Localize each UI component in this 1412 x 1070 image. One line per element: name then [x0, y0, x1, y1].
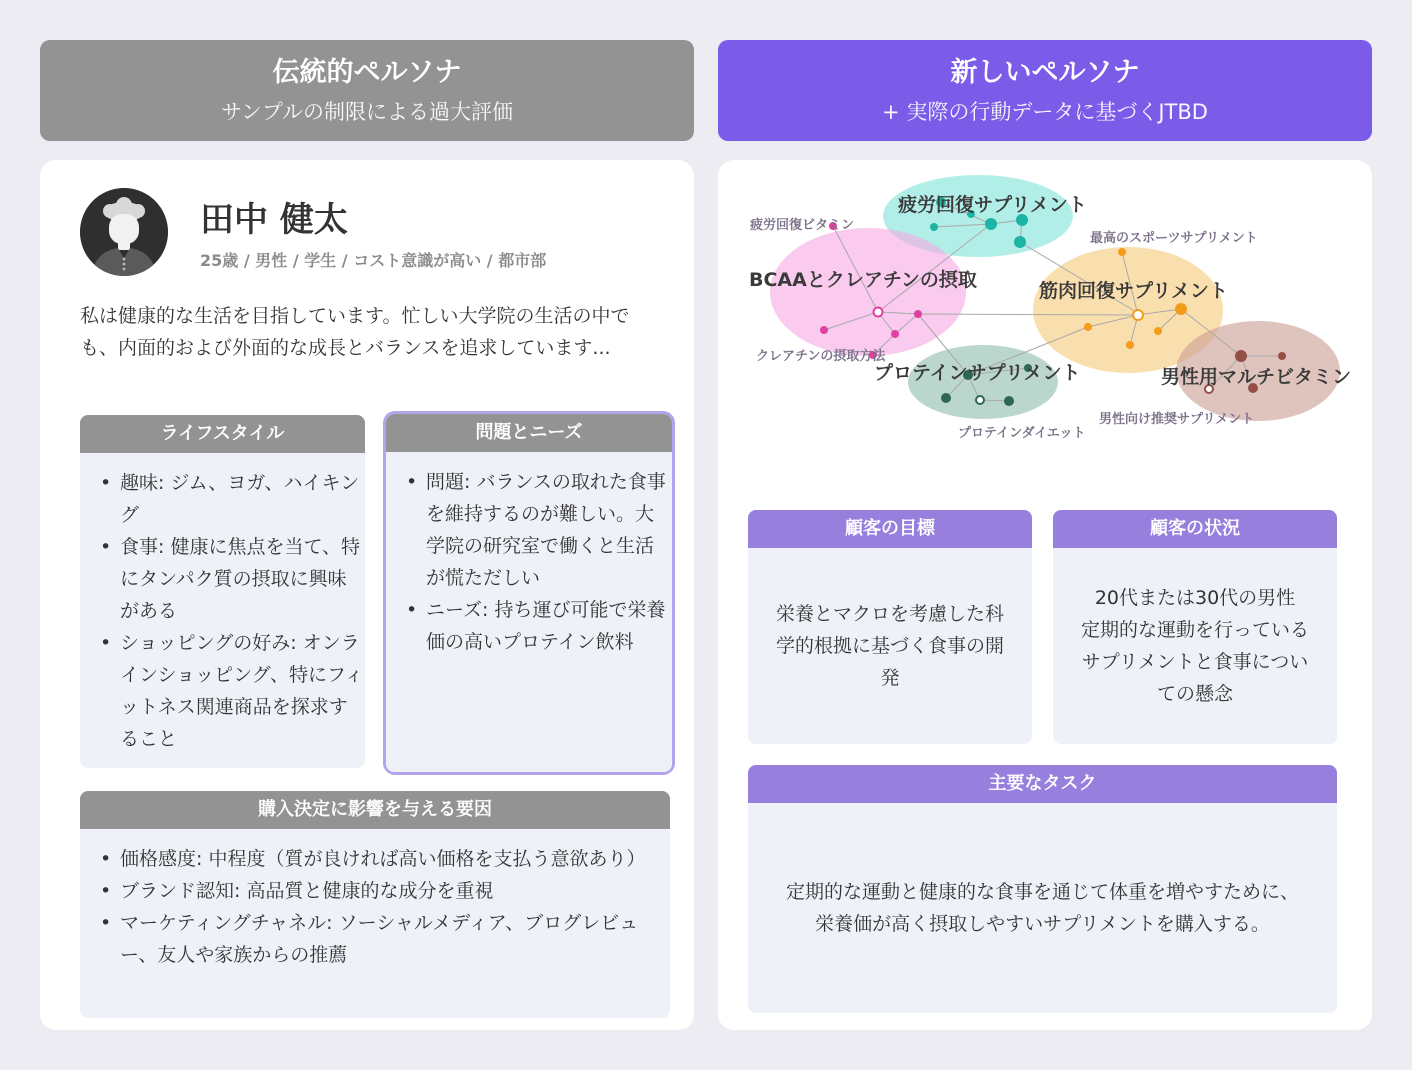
traditional-persona-subtitle: サンプルの制限による過大評価: [220, 100, 514, 124]
avatar: [80, 188, 168, 276]
node-bcaa-hub: [874, 308, 883, 317]
node-fatigue: [985, 218, 997, 230]
node-protein: [941, 393, 951, 403]
customer-goal-box: [748, 510, 1032, 744]
lifestyle-list: [80, 467, 365, 755]
list-item: • ブランド認知: 高品質と健康的な成分を重視: [80, 875, 670, 907]
keyword-label: 男性向け推奨サプリメント: [1099, 412, 1255, 427]
node-multivitamin: [1278, 352, 1286, 360]
purchase-factors-box: [80, 791, 670, 1018]
list-item: • ショッピングの好み: オンラインショッピング、特にフィットネス関連商品を探求すること: [80, 627, 365, 755]
problems-needs-box: [383, 411, 675, 775]
keyword-label: 疲労回復ビタミン: [750, 218, 855, 233]
list-item: • マーケティングチャネル: ソーシャルメディア、ブログレビュー、友人や家族からの推薦: [80, 907, 670, 971]
traditional-persona-title: 伝統的ペルソナ: [272, 57, 462, 88]
problems-needs-list: [386, 466, 672, 658]
node-bcaa: [914, 310, 922, 318]
cluster-label-multivitamin: 男性用マルチビタミン: [1161, 366, 1352, 388]
person-icon: [80, 188, 168, 276]
keyword-label: クレアチンの摂取方法: [756, 349, 886, 364]
node-muscle: [1154, 327, 1162, 335]
node-protein-hub: [976, 396, 984, 404]
customer-situation-box: [1053, 510, 1337, 744]
situation-line: 定期的な運動を行っている: [1080, 619, 1309, 641]
new-persona-subtitle: + 実際の行動データに基づくJTBD: [882, 100, 1208, 124]
list-item: • 趣味: ジム、ヨガ、ハイキング: [80, 467, 365, 531]
node-fatigue: [1014, 236, 1026, 248]
key-task-text: 定期的な運動と健康的な食事を通じて体重を増やすために、栄養価が高く摂取しやすいサプリメントを購入する。: [748, 803, 1337, 1013]
list-item: • 食事: 健康に焦点を当て、特にタンパク質の摂取に興味がある: [80, 531, 365, 627]
node-multivitamin: [1235, 350, 1247, 362]
node-muscle: [1126, 341, 1134, 349]
node-fatigue: [930, 223, 938, 231]
purchase-factors-list: [80, 843, 670, 971]
topic-network-diagram: [718, 160, 1372, 460]
cluster-label-bcaa: BCAAとクレアチンの摂取: [749, 269, 977, 291]
keyword-label: 最高のスポーツサプリメント: [1090, 231, 1258, 246]
lifestyle-title: ライフスタイル: [80, 415, 365, 453]
list-item: • 問題: バランスの取れた食事を維持するのが難しい。大学院の研究室で働くと生活が慌ただしい: [386, 466, 672, 594]
key-task-title: 主要なタスク: [748, 765, 1337, 803]
node-bcaa: [820, 326, 828, 334]
customer-situation-title: 顧客の状況: [1053, 510, 1337, 548]
traditional-persona-header: [40, 40, 694, 141]
situation-line: サプリメントと食事についての懸念: [1081, 651, 1309, 705]
cluster-label-fatigue: 疲労回復サプリメント: [898, 194, 1087, 216]
traditional-persona-card: [40, 160, 694, 1030]
node-protein: [1004, 396, 1014, 406]
situation-line: 20代または30代の男性: [1094, 587, 1296, 609]
new-persona-title: 新しいペルソナ: [950, 57, 1140, 88]
node-muscle-hub: [1133, 310, 1143, 320]
lifestyle-box: [80, 415, 365, 768]
cluster-label-protein: プロテインサプリメント: [874, 362, 1081, 384]
new-persona-header: [718, 40, 1372, 141]
persona-bio: 私は健康的な生活を目指しています。忙しい大学院の生活の中でも、内面的および外面的な成長とバランスを追求しています...: [80, 305, 630, 359]
node-muscle: [1084, 323, 1092, 331]
customer-goal-text: 栄養とマクロを考慮した科学的根拠に基づく食事の開発: [748, 548, 1032, 744]
key-task-box: [748, 765, 1337, 1013]
node-muscle: [1118, 248, 1126, 256]
problems-needs-title: 問題とニーズ: [386, 414, 672, 452]
purchase-factors-title: 購入決定に影響を与える要因: [80, 791, 670, 829]
customer-goal-title: 顧客の目標: [748, 510, 1032, 548]
keyword-label: プロテインダイエット: [958, 426, 1086, 441]
list-item: • ニーズ: 持ち運び可能で栄養価の高いプロテイン飲料: [386, 594, 672, 658]
list-item: • 価格感度: 中程度（質が良ければ高い価格を支払う意欲あり）: [80, 843, 670, 875]
node-muscle: [1175, 303, 1187, 315]
new-persona-card: [718, 160, 1372, 1030]
cluster-label-muscle: 筋肉回復サプリメント: [1039, 280, 1228, 302]
persona-demographics: 25歳 / 男性 / 学生 / コスト意識が高い / 都市部: [200, 251, 547, 270]
node-bcaa: [891, 330, 899, 338]
persona-name: 田中 健太: [200, 200, 348, 240]
